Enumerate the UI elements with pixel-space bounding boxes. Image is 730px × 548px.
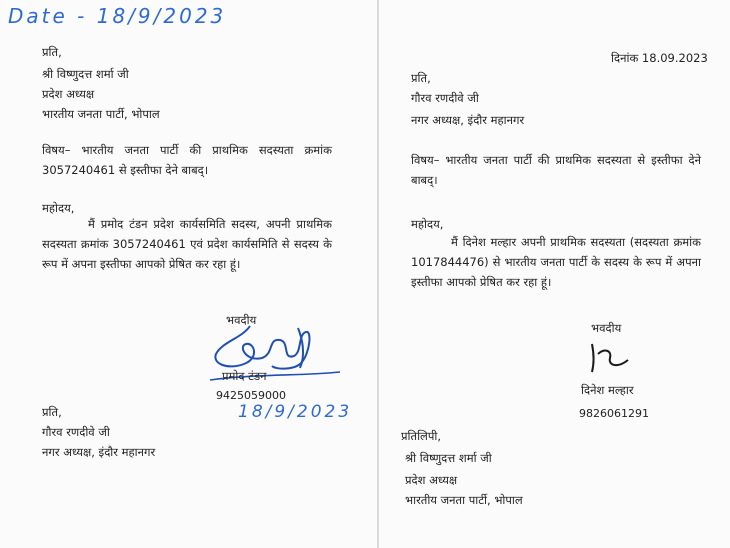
recipient-name: गौरव रणदीवे जी [411,91,479,105]
recipient-org: भारतीय जनता पार्टी, भोपाल [42,107,160,121]
recipient-name: श्री विष्णुदत्त शर्मा जी [42,67,129,81]
salutation: महोदय, [42,201,75,215]
closing: भवदीय [591,321,622,335]
recipient-designation: नगर अध्यक्ष, इंदौर महानगर [411,113,525,127]
subject: विषय– भारतीय जनता पार्टी की प्राथमिक सदस्यता से इस्तीफा देने बाबद्। [411,153,701,187]
copy-to-label: प्रति, [42,405,62,419]
sender-name: दिनेश मल्हार [581,383,634,397]
copy-org: भारतीय जनता पार्टी, भोपाल [405,493,523,507]
handwritten-sign-date: 18/9/2023 [238,402,353,422]
to-label: प्रति, [411,71,431,85]
handwritten-date: Date - 18/9/2023 [8,4,227,28]
subject: विषय– भारतीय जनता पार्टी की प्राथमिक सदस्यता क्रमांक 3057240461 से इस्तीफा देने बाबद्। [42,143,332,177]
copy-to-name: गौरव रणदीवे जी [42,425,110,439]
salutation: महोदय, [411,217,444,231]
letter-body: मैं दिनेश मल्हार अपनी प्राथमिक सदस्यता (सदस्यता क्रमांक 1017844476) से भारतीय जनता पार्टी के सदस्य के रूप में अपना इस्तीफा आपको प्रेषित कर रहा हूं। [411,235,701,289]
letter-body: मैं प्रमोद टंडन प्रदेश कार्यसमिति सदस्य, अपनी प्राथमिक सदस्यता क्रमांक 3057240461 एवं प्रदेश कार्यसमिति से सदस्य के रूप में अपना इस्तीफा आपको प्रेषित कर रहा हूं। [42,217,332,271]
letter-right [379,0,730,548]
sender-phone: 9425059000 [216,389,286,402]
letter-date: दिनांक 18.09.2023 [611,51,708,65]
copy-designation: प्रदेश अध्यक्ष [405,473,458,487]
copy-name: श्री विष्णुदत्त शर्मा जी [405,451,492,465]
to-label: प्रति, [42,45,62,59]
sender-name: प्रमोद टंडन [222,369,267,383]
closing: भवदीय [226,313,257,327]
sender-phone: 9826061291 [579,407,649,420]
copy-label: प्रतिलिपी, [401,429,442,443]
signature-dinesh [584,340,644,376]
copy-to-designation: नगर अध्यक्ष, इंदौर महानगर [42,445,156,459]
recipient-designation: प्रदेश अध्यक्ष [42,87,95,101]
